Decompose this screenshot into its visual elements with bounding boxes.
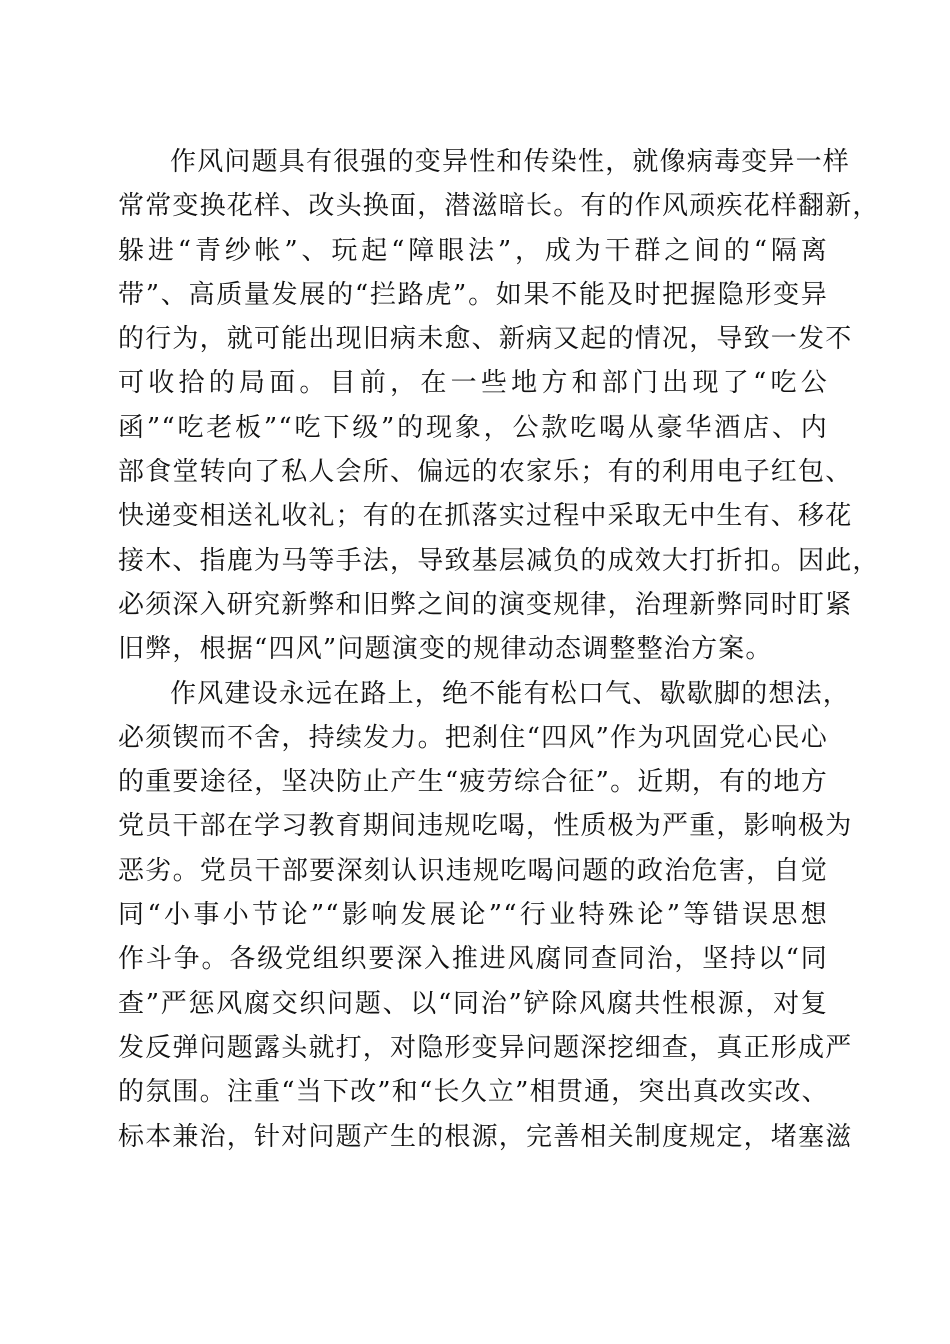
text-line: 常常变换花样、改头换面，潜滋暗长。有的作风顽疾花样翻新，: [118, 191, 880, 222]
paragraph-1: [118, 140, 880, 672]
paragraph-2: [118, 672, 853, 1159]
text-line: 的氛围。注重“当下改”和“长久立”相贯通，突出真改实改、: [118, 1077, 829, 1108]
text-line: 可收拾的局面。目前，在一些地方和部门出现了“吃公: [118, 368, 828, 399]
text-line: 的行为，就可能出现旧病未愈、新病又起的情况，导致一发不: [118, 324, 853, 355]
text-line: 党员干部在学习教育期间违规吃喝，性质极为严重，影响极为: [118, 811, 853, 842]
body-text: [118, 140, 880, 1159]
text-line: 接木、指鹿为马等手法，导致基层减负的成效大打折扣。因此，: [118, 545, 880, 576]
text-line: 发反弹问题露头就打，对隐形变异问题深挖细查，真正形成严: [118, 1032, 853, 1063]
text-line: 带”、高质量发展的“拦路虎”。如果不能及时把握隐形变异: [118, 279, 828, 310]
text-line: 同“小事小节论”“影响发展论”“行业特殊论”等错误思想: [118, 900, 828, 931]
text-line: 旧弊，根据“四风”问题演变的规律动态调整整治方案。: [118, 634, 773, 665]
text-line: 部食堂转向了私人会所、偏远的农家乐；有的利用电子红包、: [118, 457, 853, 488]
text-line: 必须锲而不舍，持续发力。把刹住“四风”作为巩固党心民心: [118, 722, 828, 753]
text-line: 躲进“青纱帐”、玩起“障眼法”，成为干群之间的“隔离: [118, 235, 828, 266]
text-line: 标本兼治，针对问题产生的根源，完善相关制度规定，堵塞滋: [118, 1121, 853, 1152]
text-line: 函”“吃老板”“吃下级”的现象，公款吃喝从豪华酒店、内: [118, 412, 828, 443]
text-line: 恶劣。党员干部要深刻认识违规吃喝问题的政治危害，自觉: [118, 855, 828, 886]
text-line: 作风问题具有很强的变异性和传染性，就像病毒变异一样: [170, 147, 851, 177]
text-line: 的重要途径，坚决防止产生“疲劳综合征”。近期，有的地方: [118, 767, 828, 798]
text-line: 作斗争。各级党组织要深入推进风腐同查同治，坚持以“同: [118, 944, 828, 975]
text-line: 必须深入研究新弊和旧弊之间的演变规律，治理新弊同时盯紧: [118, 589, 853, 620]
text-line: 查”严惩风腐交织问题、以“同治”铲除风腐共性根源，对复: [118, 988, 828, 1019]
text-line: 快递变相送礼收礼；有的在抓落实过程中采取无中生有、移花: [118, 501, 853, 532]
text-line: 作风建设永远在路上，绝不能有松口气、歇歇脚的想法，: [170, 678, 851, 709]
